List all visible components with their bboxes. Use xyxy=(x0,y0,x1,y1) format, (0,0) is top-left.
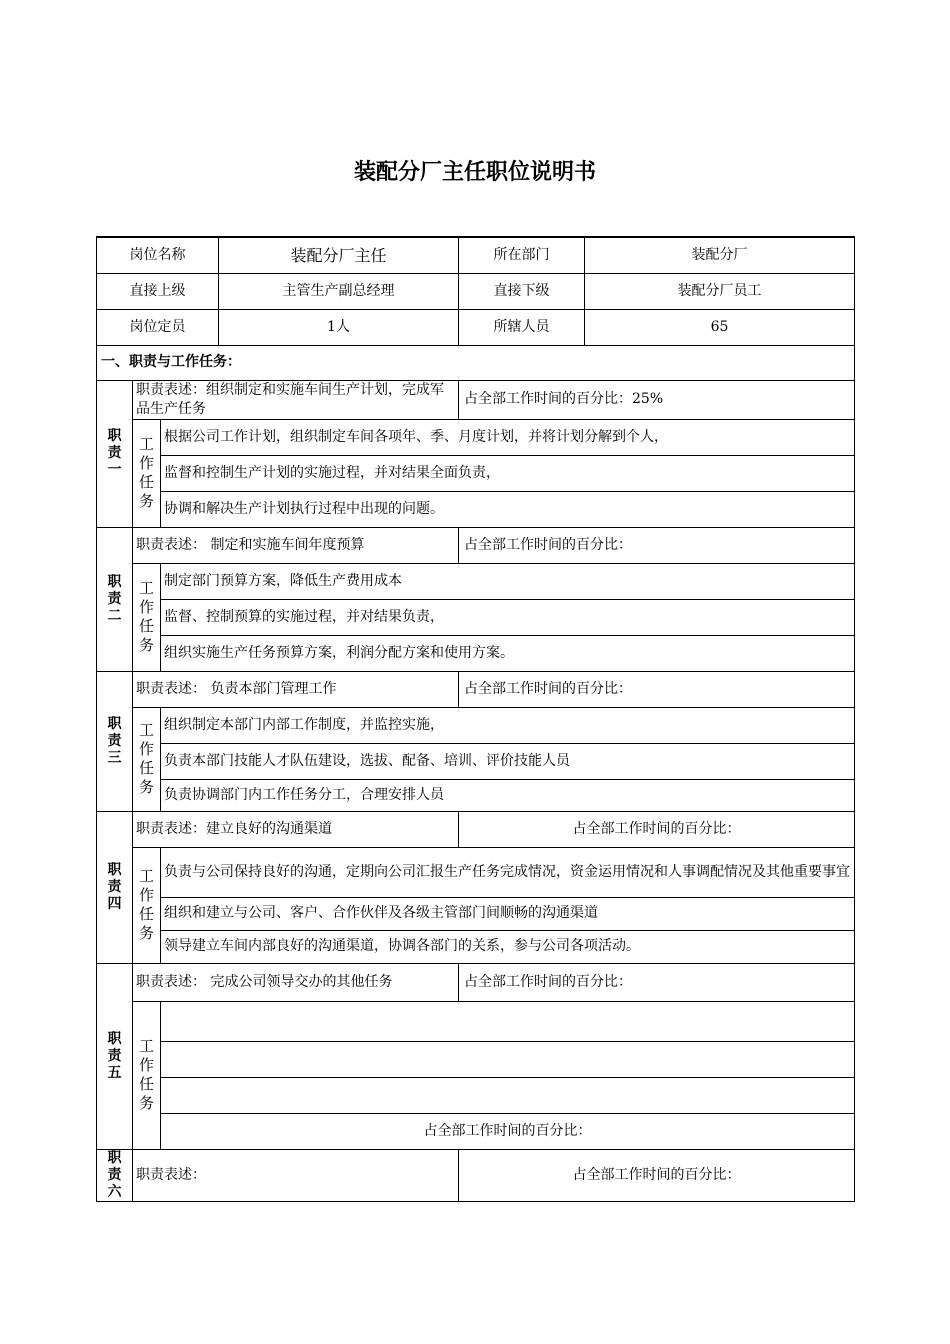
duty-3-pct: 占全部工作时间的百分比： xyxy=(459,671,855,707)
duty-5-task-1 xyxy=(161,1001,855,1041)
dept-value: 装配分厂 xyxy=(585,237,855,273)
duty-1-statement: 职责表述：组织制定和实施车间生产计划，完成军品生产任务 xyxy=(133,380,459,419)
duty-4-pct: 占全部工作时间的百分比： xyxy=(459,811,855,847)
duty-2-pct: 占全部工作时间的百分比： xyxy=(459,527,855,563)
duty-2-label: 职 责 二 xyxy=(97,527,133,671)
page-title: 装配分厂主任职位说明书 xyxy=(353,160,596,185)
duty-3-statement: 职责表述： 负责本部门管理工作 xyxy=(133,671,459,707)
duty-2-task-row xyxy=(97,599,855,635)
duty-4-task-1: 负责与公司保持良好的沟通，定期向公司汇报生产任务完成情况，资金运用情况和人事调配情况及其他重要事宜 xyxy=(161,847,855,897)
duty-2-task-row xyxy=(97,563,855,599)
managed-label: 所辖人员 xyxy=(459,309,585,345)
duty-6-statement-row xyxy=(97,1149,855,1201)
duty-3-task-2: 负责本部门技能人才队伍建设，选拔、配备、培训、评价技能人员 xyxy=(161,743,855,779)
duty-2-statement-row xyxy=(97,527,855,563)
duty-5-task-2 xyxy=(161,1041,855,1077)
duty-4-task-row xyxy=(97,930,855,963)
info-row-3 xyxy=(97,309,855,345)
duty-1-task-row xyxy=(97,419,855,455)
duty-3-task-row xyxy=(97,707,855,743)
duty-3-task-3: 负责协调部门内工作任务分工，合理安排人员 xyxy=(161,779,855,811)
duty-1-label: 职 责 一 xyxy=(97,380,133,527)
duty-6-pct: 占全部工作时间的百分比： xyxy=(459,1149,855,1201)
duty-4-work-label: 工 作 任 务 xyxy=(133,847,161,963)
duty-4-statement-row xyxy=(97,811,855,847)
duty-1-task-2: 监督和控制生产计划的实施过程，并对结果全面负责， xyxy=(161,455,855,491)
duty-1-work-label: 工 作 任 务 xyxy=(133,419,161,527)
subordinate-value: 装配分厂员工 xyxy=(585,273,855,309)
duty-5-statement: 职责表述： 完成公司领导交办的其他任务 xyxy=(133,963,459,1001)
duty-3-task-row xyxy=(97,779,855,811)
duty-3-work-label: 工 作 任 务 xyxy=(133,707,161,811)
duty-3-statement-row xyxy=(97,671,855,707)
duty-1-pct: 占全部工作时间的百分比：25% xyxy=(459,380,855,419)
duty-4-task-3: 领导建立车间内部良好的沟通渠道，协调各部门的关系，参与公司各项活动。 xyxy=(161,930,855,963)
managed-value: 65 xyxy=(585,309,855,345)
superior-value: 主管生产副总经理 xyxy=(219,273,459,309)
duty-2-task-row xyxy=(97,635,855,671)
job-description-table xyxy=(96,236,854,1202)
duty-4-task-2: 组织和建立与公司、客户、合作伙伴及各级主管部门间顺畅的沟通渠道 xyxy=(161,897,855,930)
duty-3-label: 职 责 三 xyxy=(97,671,133,811)
duty-4-task-row xyxy=(97,847,855,897)
duty-1-task-row xyxy=(97,491,855,527)
section-title: 一、职责与工作任务： xyxy=(97,345,855,380)
duty-5-work-label: 工 作 任 务 xyxy=(133,1001,161,1149)
duty-5-pct: 占全部工作时间的百分比： xyxy=(459,963,855,1001)
dept-label: 所在部门 xyxy=(459,237,585,273)
duty-5-footer-row xyxy=(97,1113,855,1149)
info-row-1 xyxy=(97,237,855,273)
headcount-label: 岗位定员 xyxy=(97,309,219,345)
section-header-row xyxy=(97,345,855,380)
duty-4-statement: 职责表述：建立良好的沟通渠道 xyxy=(133,811,459,847)
subordinate-label: 直接下级 xyxy=(459,273,585,309)
duty-2-work-label: 工 作 任 务 xyxy=(133,563,161,671)
job-name-value: 装配分厂主任 xyxy=(219,237,459,273)
duty-6-label: 职 责 六 xyxy=(97,1149,133,1201)
duty-2-task-3: 组织实施生产任务预算方案，利润分配方案和使用方案。 xyxy=(161,635,855,671)
duty-6-statement: 职责表述： xyxy=(133,1149,459,1201)
superior-label: 直接上级 xyxy=(97,273,219,309)
duty-1-statement-row xyxy=(97,380,855,419)
duty-1-task-3: 协调和解决生产计划执行过程中出现的问题。 xyxy=(161,491,855,527)
duty-5-footer-pct: 占全部工作时间的百分比： xyxy=(161,1113,855,1149)
duty-5-label: 职 责 五 xyxy=(97,963,133,1149)
duty-5-statement-row xyxy=(97,963,855,1001)
duty-1-task-row xyxy=(97,455,855,491)
duty-4-task-row xyxy=(97,897,855,930)
job-name-label: 岗位名称 xyxy=(97,237,219,273)
duty-5-task-row xyxy=(97,1077,855,1113)
duty-5-task-row xyxy=(97,1041,855,1077)
duty-2-task-2: 监督、控制预算的实施过程，并对结果负责， xyxy=(161,599,855,635)
duty-1-task-1: 根据公司工作计划，组织制定车间各项年、季、月度计划，并将计划分解到个人， xyxy=(161,419,855,455)
duty-2-task-1: 制定部门预算方案，降低生产费用成本 xyxy=(161,563,855,599)
duty-5-task-row xyxy=(97,1001,855,1041)
headcount-value: 1人 xyxy=(219,309,459,345)
info-row-2 xyxy=(97,273,855,309)
duty-5-task-3 xyxy=(161,1077,855,1113)
duty-2-statement: 职责表述： 制定和实施车间年度预算 xyxy=(133,527,459,563)
duty-3-task-1: 组织制定本部门内部工作制度，并监控实施， xyxy=(161,707,855,743)
duty-3-task-row xyxy=(97,743,855,779)
duty-4-label: 职 责 四 xyxy=(97,811,133,963)
